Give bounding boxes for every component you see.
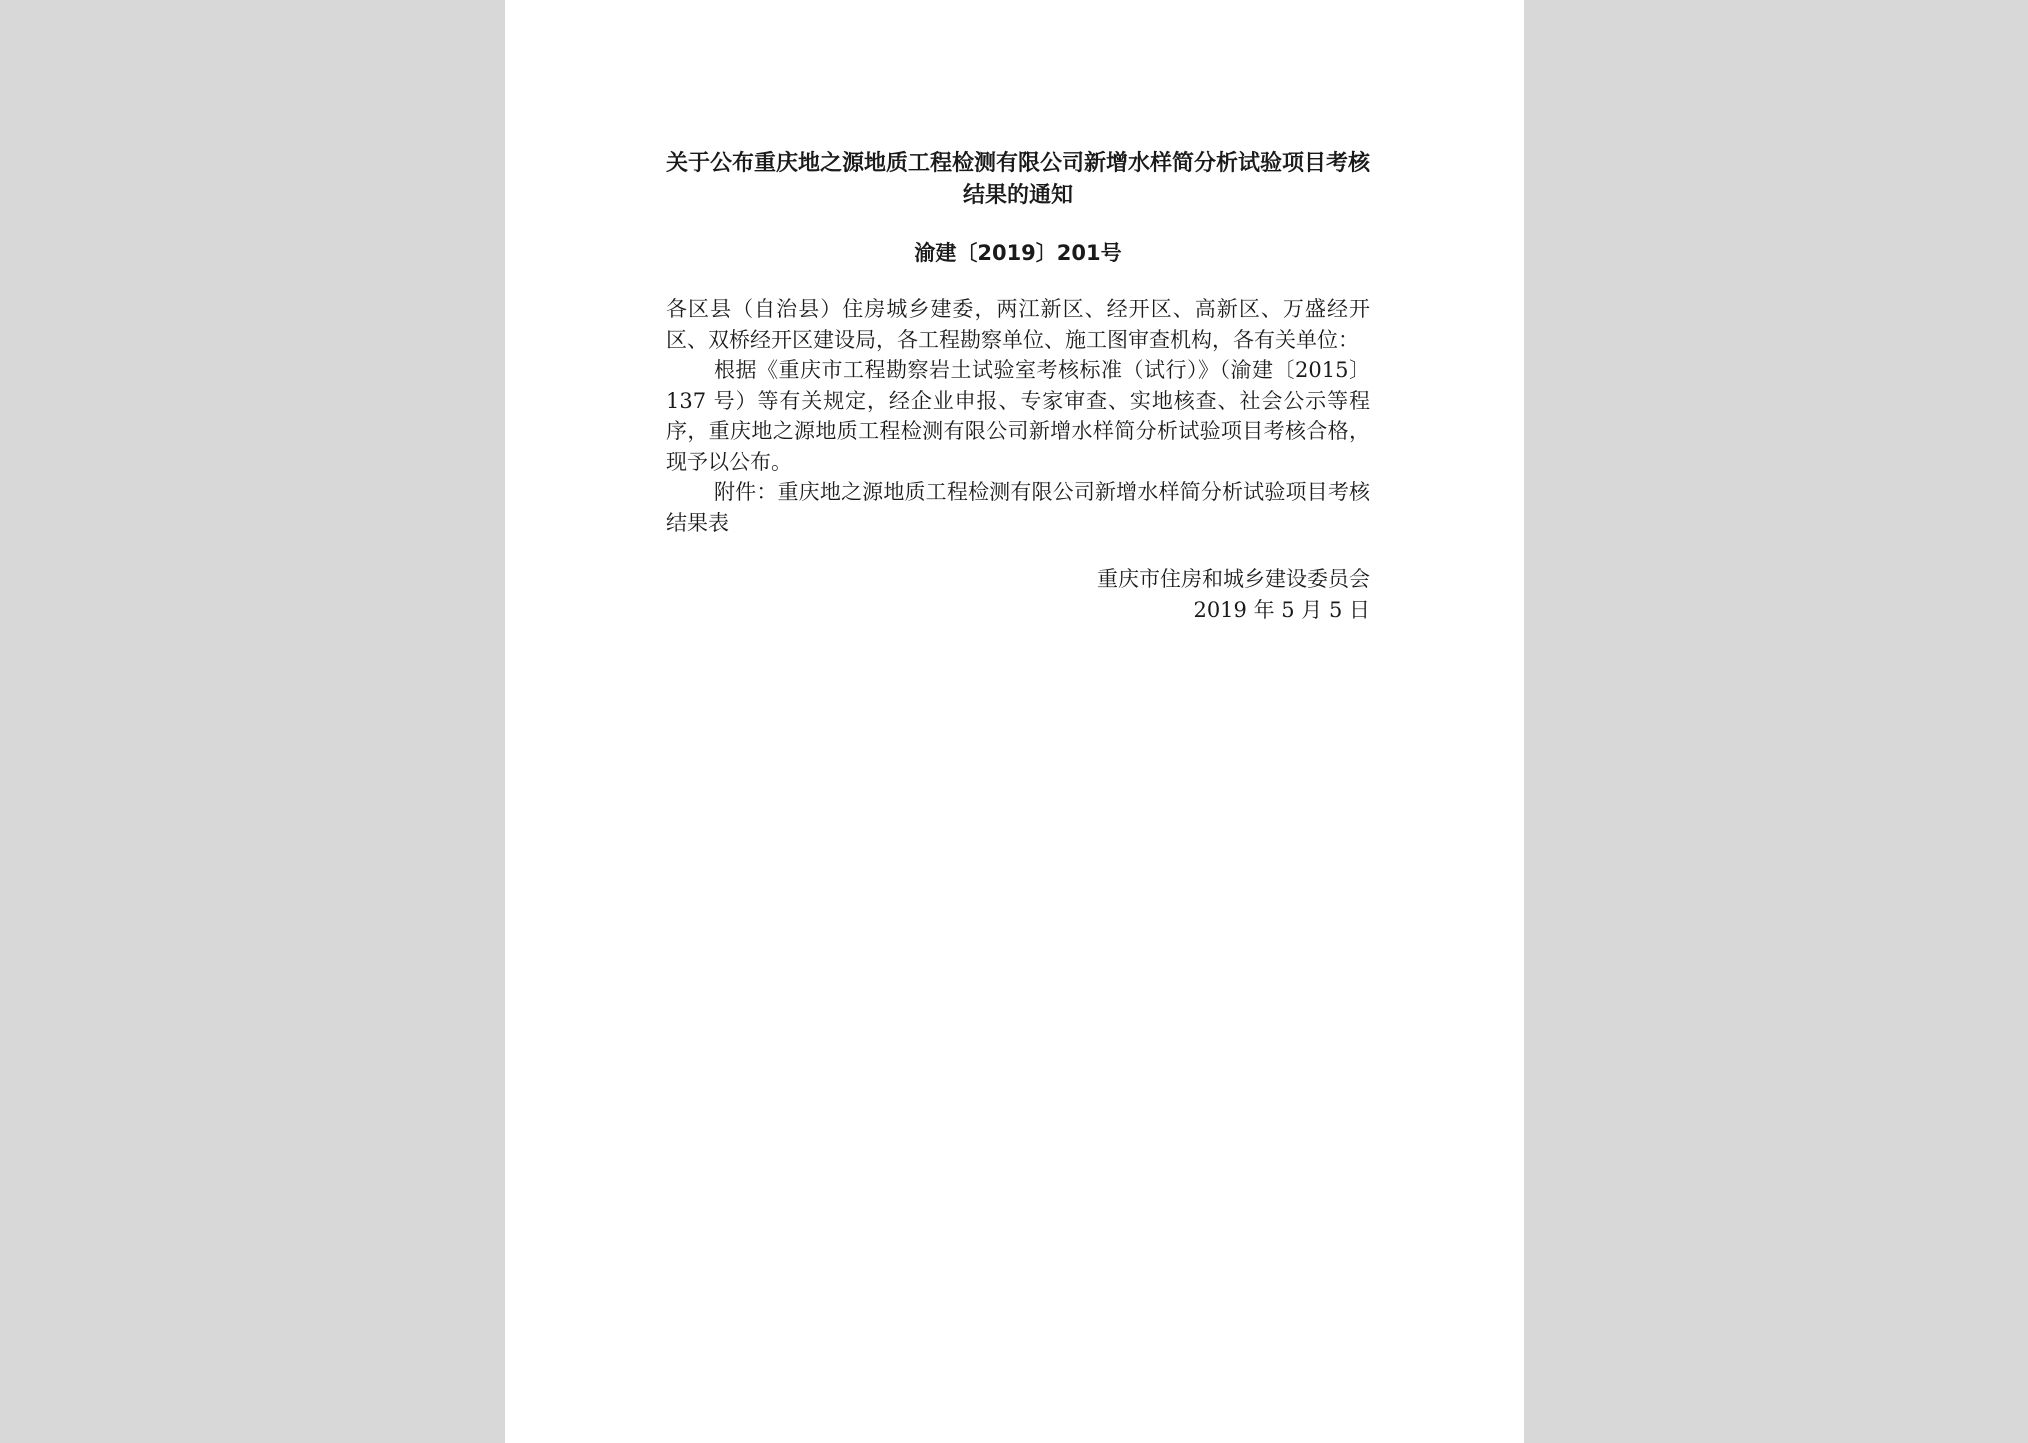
notice-title: 关于公布重庆地之源地质工程检测有限公司新增水样简分析试验项目考核结果的通知 (666, 151, 1371, 208)
document-page (505, 0, 1524, 1443)
addressee-paragraph: 各区县（自治县）住房城乡建委，两江新区、经开区、高新区、万盛经开区、双桥经开区建设局，各工程勘察单位、施工图审查机构，各有关单位： (666, 297, 1370, 352)
document-number: 渝建〔2019〕201号 (914, 241, 1122, 265)
body-paragraph-basis: 根据《重庆市工程勘察岩土试验室考核标准（试行）》（渝建〔2015〕137 号）等有关规定，经企业申报、专家审查、实地核查、社会公示等程序，重庆地之源地质工程检测有限公司新增水样简分析试验项目考核合格，现予以公布。 (666, 358, 1370, 474)
attachment-paragraph: 附件：重庆地之源地质工程检测有限公司新增水样简分析试验项目考核结果表 (666, 480, 1370, 535)
signature-block (666, 564, 1370, 625)
page-content (666, 148, 1370, 625)
issuer-name: 重庆市住房和城乡建设委员会 (1097, 567, 1370, 591)
issue-date: 2019 年 5 月 5 日 (1193, 597, 1370, 622)
